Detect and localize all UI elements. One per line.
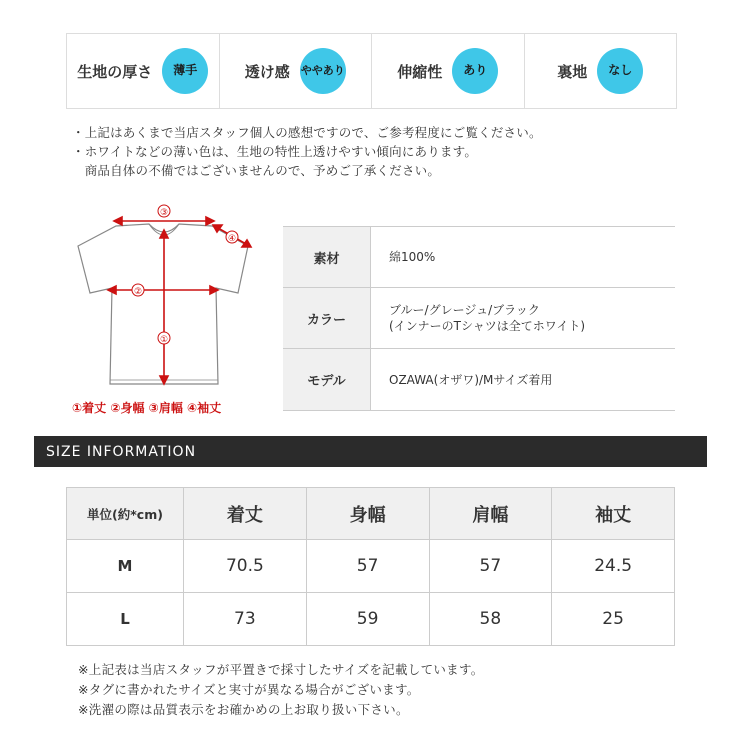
size-table-header: 肩幅	[429, 488, 552, 540]
attr-sheerness-value-line2: あり	[322, 63, 345, 77]
arrowhead	[160, 376, 168, 384]
note-line: 商品自体の不備ではございませんので、予めご了承ください。	[72, 163, 441, 178]
tshirt-measurement-diagram	[66, 200, 266, 400]
size-label: M	[67, 540, 184, 593]
spec-value	[371, 288, 675, 348]
size-table-header-row	[67, 488, 675, 540]
size-value: 58	[429, 593, 552, 646]
note-line: ・ホワイトなどの薄い色は、生地の特性上透けやすい傾向にあります。	[72, 144, 478, 159]
table-row	[67, 593, 675, 646]
footnote-line: ※タグに書かれたサイズと実寸が異なる場合がございます。	[78, 682, 420, 697]
spec-value	[371, 227, 675, 287]
note-line: ・上記はあくまで当店スタッフ個人の感想ですので、ご参考程度にご覧ください。	[72, 125, 542, 140]
spec-value-line: ブルー/グレージュ/ブラック	[389, 303, 540, 317]
spec-row-material	[283, 227, 675, 288]
spec-key: カラー	[283, 288, 371, 348]
spec-key: 素材	[283, 227, 371, 287]
attr-sheerness	[220, 34, 373, 108]
arrowhead	[114, 217, 122, 225]
spec-key: モデル	[283, 349, 371, 410]
spec-value-line: (インナーのTシャツは全てホワイト)	[389, 319, 586, 333]
attr-thickness	[67, 34, 220, 108]
size-table-header: 身幅	[306, 488, 429, 540]
spec-value	[371, 349, 675, 410]
arrowhead	[108, 286, 116, 294]
size-value: 59	[306, 593, 429, 646]
size-table	[66, 487, 675, 646]
footnote-line: ※上記表は当店スタッフが平置きで採寸したサイズを記載しています。	[78, 662, 484, 677]
attr-sheerness-badge	[300, 48, 346, 94]
marker-length: ①	[159, 335, 169, 345]
footnote-line: ※洗濯の際は品質表示をお確かめの上お取り扱い下さい。	[78, 702, 409, 717]
diagram-legend: ①着丈 ②身幅 ③肩幅 ④袖丈	[72, 401, 222, 415]
size-table-header: 単位(約*cm)	[67, 488, 184, 540]
size-information-header: SIZE INFORMATION	[34, 436, 707, 467]
size-footnotes	[78, 660, 484, 720]
table-row	[67, 540, 675, 593]
tshirt-outline	[78, 224, 248, 384]
attr-stretch-badge: あり	[452, 48, 498, 94]
size-value: 24.5	[552, 540, 675, 593]
attr-thickness-badge: 薄手	[162, 48, 208, 94]
marker-body-width: ②	[133, 287, 143, 297]
size-value: 25	[552, 593, 675, 646]
fabric-attributes	[66, 33, 677, 109]
attr-thickness-label: 生地の厚さ	[77, 62, 153, 81]
arrowhead	[210, 286, 218, 294]
attr-lining-badge: なし	[597, 48, 643, 94]
arrowhead	[206, 217, 214, 225]
marker-shoulder: ③	[159, 208, 169, 218]
attr-stretch-label: 伸縮性	[397, 62, 443, 81]
spec-row-model	[283, 349, 675, 411]
fabric-notes	[72, 123, 542, 180]
size-value: 70.5	[184, 540, 307, 593]
spec-value-line: 綿100%	[389, 250, 436, 264]
size-table-header: 袖丈	[552, 488, 675, 540]
attr-sheerness-label: 透け感	[244, 62, 290, 81]
spec-table	[283, 226, 675, 411]
attr-stretch	[372, 34, 525, 108]
spec-row-color	[283, 288, 675, 349]
size-value: 57	[429, 540, 552, 593]
attr-lining	[525, 34, 677, 108]
size-table-header: 着丈	[184, 488, 307, 540]
size-value: 57	[306, 540, 429, 593]
attr-sheerness-value-line1: やや	[300, 63, 323, 77]
size-label: L	[67, 593, 184, 646]
size-value: 73	[184, 593, 307, 646]
marker-sleeve: ④	[227, 234, 237, 244]
attr-lining-label: 裏地	[557, 62, 588, 81]
spec-value-line: OZAWA(オザワ)/Mサイズ着用	[389, 372, 553, 387]
